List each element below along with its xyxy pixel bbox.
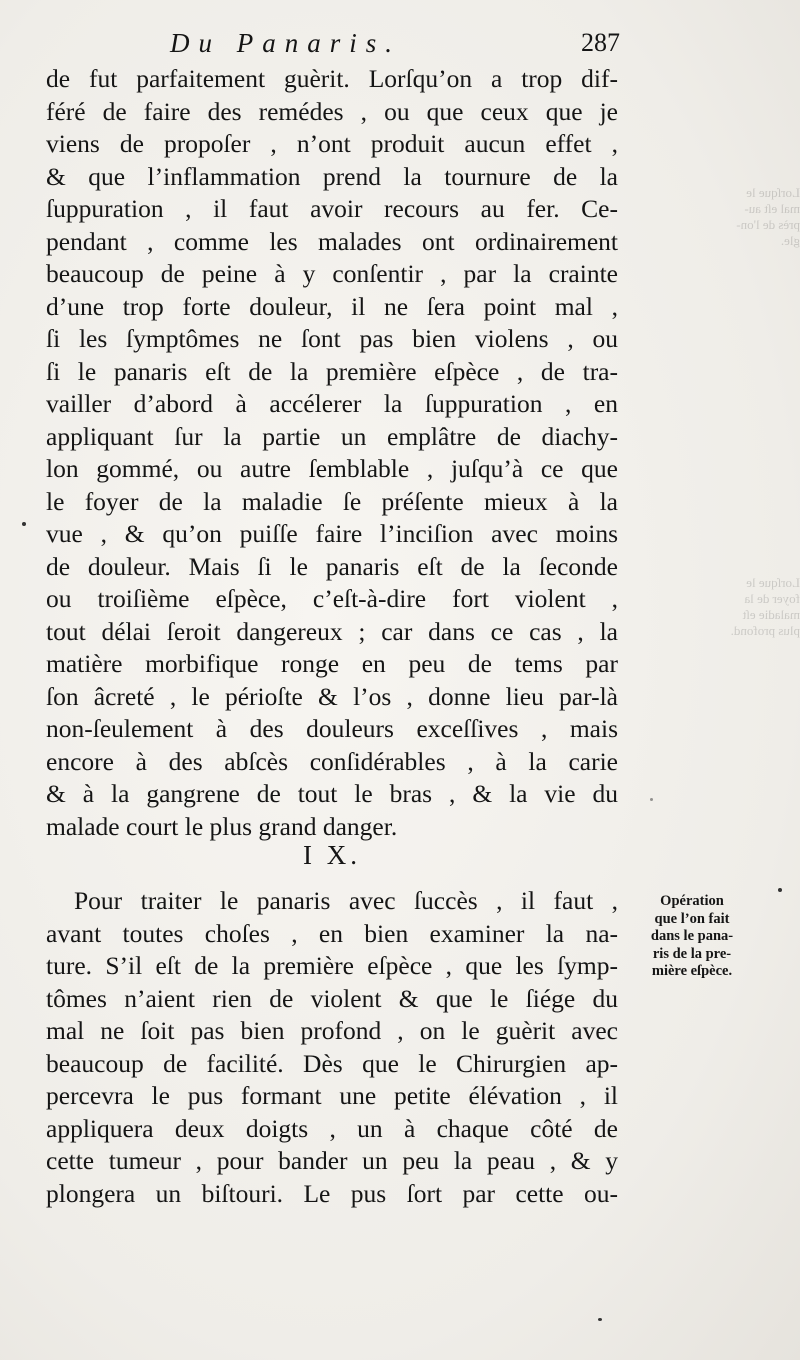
- text-line: cette tumeur , pour bander un peu la peau , & y: [46, 1146, 618, 1175]
- marginal-note-line: Opération: [660, 893, 724, 909]
- marginal-note-line: mière eſpèce.: [651, 963, 733, 979]
- text-line: non-ſeulement à des douleurs exceſſives , mais: [46, 714, 618, 743]
- text-line: d’une trop forte douleur, il ne ſera point mal ,: [46, 291, 618, 321]
- paper-speck: [22, 522, 26, 526]
- text-line: plongera un biſtouri. Le pus ſort par cette ou-: [46, 1178, 618, 1208]
- text-line: matière morbifique ronge en peu de tems par: [46, 649, 618, 678]
- text-line: ſon âcreté , le périoſte & l’os , donne lieu par-là: [46, 681, 618, 711]
- show-through-bleed: Lorſque le foyer de la maladie eſt plus profond.: [730, 575, 800, 638]
- paper-speck: [650, 798, 653, 801]
- marginal-note-line: que l’on fait: [654, 910, 730, 927]
- text-line: beaucoup de facilité. Dès que le Chirurgien ap-: [46, 1048, 618, 1078]
- text-line: ſi le panaris eſt de la première eſpèce , de tra-: [46, 356, 618, 386]
- text-line: ſuppuration , il faut avoir recours au fer. Ce-: [46, 194, 618, 223]
- text-line: féré de faire des remédes , ou que ceux que je: [46, 96, 618, 126]
- text-line: de fut parfaitement guèrit. Lorſqu’on a trop dif-: [46, 64, 618, 93]
- text-line: tômes n’aient rien de violent & que le ſiége du: [46, 983, 618, 1013]
- show-through-bleed: Lorſque le mal eſt au- près de l'on- gle.: [736, 185, 800, 248]
- text-line: beaucoup de peine à y conſentir , par la crainte: [46, 259, 618, 288]
- page-number: 287: [581, 28, 620, 57]
- text-line: vue , & qu’on puiſſe faire l’inciſion avec moins: [46, 519, 618, 548]
- text-line: ſi les ſymptômes ne ſont pas bien violens , ou: [46, 324, 618, 353]
- paper-speck: [778, 888, 782, 892]
- running-title: Du Panaris.: [170, 28, 402, 58]
- text-line: avant toutes choſes , en bien examiner la na-: [46, 918, 618, 948]
- text-line: & que l’inflammation prend la tournure de la: [46, 161, 618, 191]
- paper-speck: [598, 1318, 602, 1321]
- text-line: Pour traiter le panaris avec ſuccès , il faut ,: [74, 886, 618, 915]
- text-line: ou troiſième eſpèce, c’eſt-à-dire fort violent ,: [46, 584, 618, 613]
- text-line: percevra le pus formant une petite élévation , il: [46, 1081, 618, 1110]
- text-line: viens de propoſer , n’ont produit aucun effet ,: [46, 129, 618, 158]
- paragraph-2: [46, 885, 618, 1210]
- text-line: ture. S’il eſt de la première eſpèce , que les ſymp-: [46, 951, 618, 980]
- text-line: de douleur. Mais ſi le panaris eſt de la ſeconde: [46, 551, 618, 581]
- text-line: mal ne ſoit pas bien profond , on le guèrit avec: [46, 1016, 618, 1045]
- text-line: tout délai ſeroit dangereux ; car dans ce cas , la: [46, 616, 618, 646]
- text-line: & à la gangrene de tout le bras , & la vie du: [46, 779, 618, 808]
- marginal-note: [626, 893, 758, 981]
- text-line: le foyer de la maladie ſe préſente mieux à la: [46, 486, 618, 516]
- text-line: vailler d’abord à accélerer la ſuppuration , en: [46, 389, 618, 418]
- text-line: appliquant ſur la partie un emplâtre de diachy-: [46, 421, 618, 451]
- text-line: malade court le plus grand danger.: [46, 811, 398, 841]
- section-heading: I X.: [303, 840, 361, 870]
- page-header: [170, 28, 620, 68]
- text-line: lon gommé, ou autre ſemblable , juſqu’à ce que: [46, 454, 618, 483]
- marginal-note-line: ris de la pre-: [652, 945, 732, 962]
- text-line: encore à des abſcès conſidérables , à la carie: [46, 746, 618, 776]
- text-line: appliquera deux doigts , un à chaque côté de: [46, 1113, 618, 1143]
- marginal-note-line: dans le pana-: [650, 928, 734, 944]
- paragraph-1: [46, 63, 618, 843]
- text-line: pendant , comme les malades ont ordinairement: [46, 226, 618, 256]
